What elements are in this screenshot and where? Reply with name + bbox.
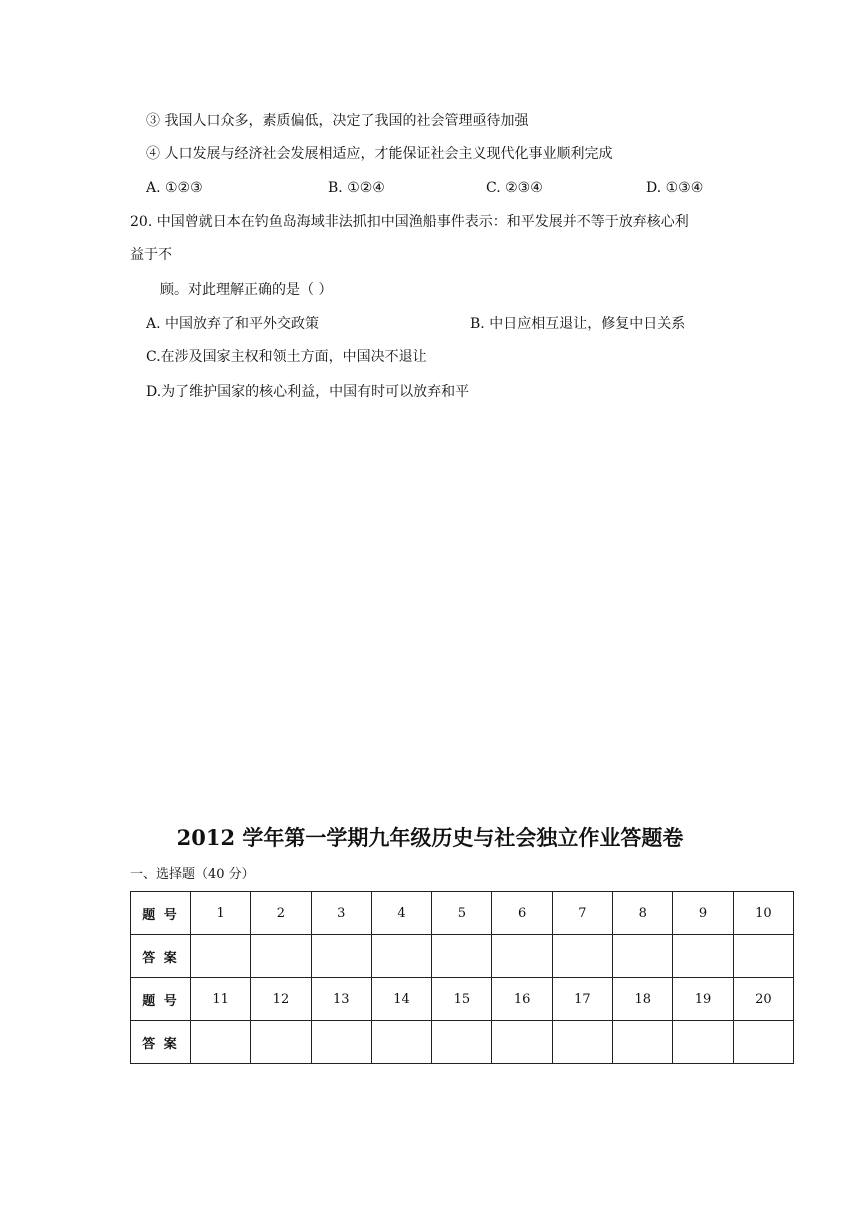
answer-cell[interactable] xyxy=(613,935,673,978)
table-row xyxy=(131,978,794,1021)
question-number-cell: 12 xyxy=(251,978,311,1021)
answer-cell[interactable] xyxy=(492,1021,552,1064)
answer-cell[interactable] xyxy=(432,935,492,978)
question-number-cell: 18 xyxy=(613,978,673,1021)
answer-cell[interactable] xyxy=(371,1021,431,1064)
answer-cell[interactable] xyxy=(552,935,612,978)
question-number-cell: 10 xyxy=(733,892,793,935)
question-number-cell: 9 xyxy=(673,892,733,935)
question-number-cell: 6 xyxy=(492,892,552,935)
question20-option-d: D.为了维护国家的核心利益，中国有时可以放弃和平 xyxy=(146,384,470,400)
question-number-label: 题 号 xyxy=(131,892,191,935)
answer-cell[interactable] xyxy=(191,935,251,978)
answer-cell[interactable] xyxy=(673,935,733,978)
question-number-cell: 15 xyxy=(432,978,492,1021)
answer-label: 答 案 xyxy=(131,935,191,978)
answer-sheet-title: 2012 学年第一学期九年级历史与社会独立作业答题卷 xyxy=(176,825,684,850)
table-row xyxy=(131,892,794,935)
question20-stem-line-3: 顾。对此理解正确的是（ ） xyxy=(160,282,333,298)
question-number-cell: 3 xyxy=(311,892,371,935)
question20-stem-line-2: 益于不 xyxy=(130,247,172,263)
answer-cell[interactable] xyxy=(371,935,431,978)
answer-cell[interactable] xyxy=(311,1021,371,1064)
answer-table xyxy=(130,891,794,1064)
question19-option-c: C. ②③④ xyxy=(486,180,543,196)
answer-cell[interactable] xyxy=(251,1021,311,1064)
answer-cell[interactable] xyxy=(191,1021,251,1064)
answer-cell[interactable] xyxy=(733,1021,793,1064)
question19-option-d: D. ①③④ xyxy=(646,180,704,196)
question-number-cell: 16 xyxy=(492,978,552,1021)
question-number-cell: 7 xyxy=(552,892,612,935)
answer-cell[interactable] xyxy=(251,935,311,978)
answer-cell[interactable] xyxy=(552,1021,612,1064)
answer-cell[interactable] xyxy=(613,1021,673,1064)
answer-cell[interactable] xyxy=(733,935,793,978)
question-number-cell: 2 xyxy=(251,892,311,935)
question-number-cell: 20 xyxy=(733,978,793,1021)
question19-statement-4: ④ 人口发展与经济社会发展相适应，才能保证社会主义现代化事业顺利完成 xyxy=(146,146,613,162)
table-row xyxy=(131,1021,794,1064)
question-number-cell: 8 xyxy=(613,892,673,935)
question-number-cell: 13 xyxy=(311,978,371,1021)
section-heading: 一、选择题（40 分） xyxy=(130,867,255,882)
question20-stem-line-1: 20. 中国曾就日本在钓鱼岛海域非法抓扣中国渔船事件表示：和平发展并不等于放弃核心利 xyxy=(130,214,689,230)
question-number-cell: 11 xyxy=(191,978,251,1021)
question-number-cell: 19 xyxy=(673,978,733,1021)
question19-option-a: A. ①②③ xyxy=(146,180,203,196)
question20-option-b: B. 中日应相互退让，修复中日关系 xyxy=(470,316,686,332)
question19-option-b: B. ①②④ xyxy=(328,180,385,196)
question-number-cell: 4 xyxy=(371,892,431,935)
question-number-cell: 17 xyxy=(552,978,612,1021)
answer-cell[interactable] xyxy=(673,1021,733,1064)
question19-statement-3: ③ 我国人口众多，素质偏低，决定了我国的社会管理亟待加强 xyxy=(146,113,529,129)
table-row xyxy=(131,935,794,978)
question-number-cell: 1 xyxy=(191,892,251,935)
answer-label: 答 案 xyxy=(131,1021,191,1064)
answer-cell[interactable] xyxy=(432,1021,492,1064)
question-number-label: 题 号 xyxy=(131,978,191,1021)
question20-option-c: C.在涉及国家主权和领土方面，中国决不退让 xyxy=(146,349,427,365)
question20-option-a: A. 中国放弃了和平外交政策 xyxy=(146,316,320,332)
question-number-cell: 14 xyxy=(371,978,431,1021)
answer-cell[interactable] xyxy=(492,935,552,978)
answer-cell[interactable] xyxy=(311,935,371,978)
question-number-cell: 5 xyxy=(432,892,492,935)
